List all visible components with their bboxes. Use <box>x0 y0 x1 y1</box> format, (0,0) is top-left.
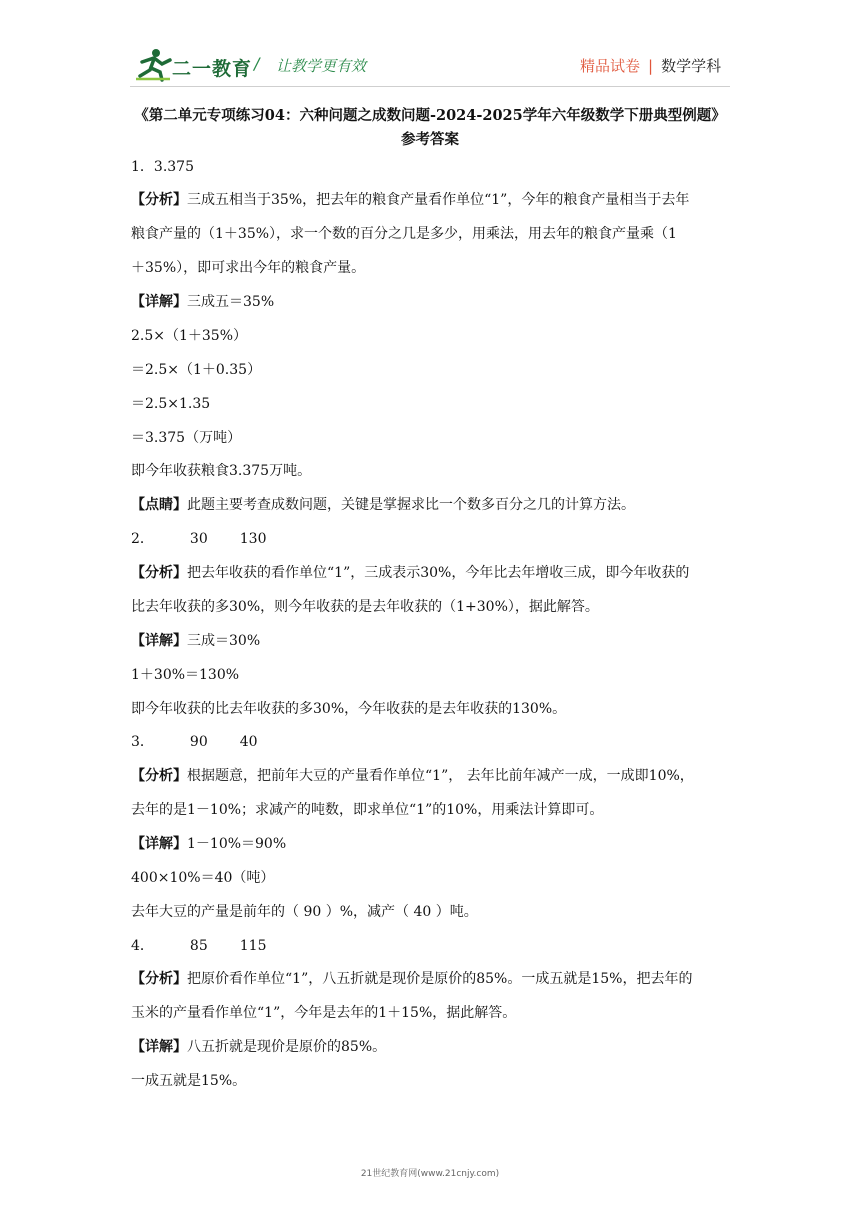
q3-answer-line <box>131 732 258 752</box>
q1-analysis-text: 三成五相当于35%，把去年的粮食产量看作单位“1”，今年的粮食产量相当于去年 <box>187 192 690 208</box>
analysis-tag: 【分析】 <box>131 971 187 987</box>
premium-label: 精品试卷 <box>580 57 641 75</box>
q1-comment-line <box>131 495 635 515</box>
header-divider: | <box>648 57 654 75</box>
q4-analysis-text: 把原价看作单位“1”，八五折就是现价是原价的85%。一成五就是15%，把去年的 <box>187 971 693 987</box>
q1-number: 1． <box>131 159 154 175</box>
q1-answer-line <box>131 157 194 177</box>
header-rule <box>130 86 730 87</box>
q1-detail-line <box>131 292 274 312</box>
q4-analysis-line-1 <box>131 969 692 989</box>
q2-conclusion: 即今年收获的比去年收获的多30%，今年收获的是去年收获的130%。 <box>131 701 567 717</box>
slogan: 让教学更有效 <box>276 57 367 75</box>
subject-label: 数学学科 <box>661 57 722 75</box>
document-title: 《第二单元专项练习04：六种问题之成数问题-2024-2025学年六年级数学下册典型例题》 <box>134 107 726 124</box>
q3-conclusion: 去年大豆的产量是前年的（ 90 ）%，减产（ 40 ）吨。 <box>131 904 478 920</box>
q4-step-1: 一成五就是15%。 <box>131 1073 247 1089</box>
analysis-tag: 【分析】 <box>131 192 187 208</box>
q1-step-3: ＝2.5×1.35 <box>131 396 211 412</box>
q2-answer-line <box>131 529 266 549</box>
analysis-tag: 【分析】 <box>131 768 187 784</box>
q3-detail-line <box>131 834 286 854</box>
comment-tag: 【点睛】 <box>131 497 187 513</box>
q2-analysis-line-1 <box>131 563 689 583</box>
q1-step-1: 2.5×（1＋35%） <box>131 328 248 344</box>
q1-step-4: ＝3.375（万吨） <box>131 430 242 446</box>
q1-step-2: ＝2.5×（1＋0.35） <box>131 362 262 378</box>
detail-tag: 【详解】 <box>131 836 187 852</box>
q1-answer: 3.375 <box>153 159 195 175</box>
q3-answer-1: 90 <box>189 734 208 750</box>
q3-analysis-text: 根据题意，把前年大豆的产量看作单位“1”， 去年比前年减产一成，一成即10%， <box>187 768 694 784</box>
q3-answer-2: 40 <box>239 734 258 750</box>
detail-tag: 【详解】 <box>131 1039 187 1055</box>
q3-analysis-line-1 <box>131 766 694 786</box>
q2-detail-text: 三成＝30% <box>187 633 261 649</box>
q4-analysis-line-2: 玉米的产量看作单位“1”，今年是去年的1＋15%，据此解答。 <box>131 1005 517 1021</box>
q4-detail-line <box>131 1037 386 1057</box>
document-subtitle: 参考答案 <box>401 131 459 148</box>
q4-answer-2: 115 <box>239 938 267 954</box>
q3-number: 3． <box>131 734 154 750</box>
q4-detail-text: 八五折就是现价是原价的85%。 <box>187 1039 387 1055</box>
q4-answer-1: 85 <box>189 938 208 954</box>
logo <box>134 46 253 82</box>
q1-comment-text: 此题主要考查成数问题，关键是掌握求比一个数多百分之几的计算方法。 <box>187 497 635 513</box>
q4-answer-line <box>131 936 266 956</box>
runner-logo-icon <box>134 46 174 82</box>
q2-step-1: 1＋30%＝130% <box>131 667 240 683</box>
q3-analysis-line-2: 去年的是1－10%；求减产的吨数，即求单位“1”的10%，用乘法计算即可。 <box>131 802 604 818</box>
q3-detail-text: 1－10%＝90% <box>187 836 287 852</box>
page-footer: 21世纪教育网(www.21cnjy.com) <box>360 1169 500 1179</box>
q2-analysis-text: 把去年收获的看作单位“1”，三成表示30%，今年比去年增收三成，即今年收获的 <box>187 565 690 581</box>
q1-detail-text: 三成五＝35% <box>187 294 275 310</box>
page-header <box>0 0 860 90</box>
q1-analysis-line-3: ＋35%），即可求出今年的粮食产量。 <box>131 260 366 276</box>
q1-analysis-line-2: 粮食产量的（1＋35%），求一个数的百分之几是多少，用乘法，用去年的粮食产量乘（1 <box>131 226 677 242</box>
logo-text: 二一教育 <box>172 58 253 80</box>
q2-answer-2: 130 <box>239 531 267 547</box>
q1-conclusion: 即今年收获粮食3.375万吨。 <box>131 463 312 479</box>
q4-number: 4． <box>131 938 154 954</box>
q2-answer-1: 30 <box>189 531 208 547</box>
q2-analysis-line-2: 比去年收获的多30%，则今年收获的是去年收获的（1+30%），据此解答。 <box>131 599 599 615</box>
detail-tag: 【详解】 <box>131 633 187 649</box>
q3-step-1: 400×10%＝40（吨） <box>131 870 275 886</box>
q1-analysis-line-1 <box>131 190 689 210</box>
analysis-tag: 【分析】 <box>131 565 187 581</box>
header-tags <box>580 55 721 76</box>
q2-number: 2． <box>131 531 154 547</box>
q2-detail-line <box>131 631 260 651</box>
slogan-separator: / <box>254 54 260 73</box>
detail-tag: 【详解】 <box>131 294 187 310</box>
